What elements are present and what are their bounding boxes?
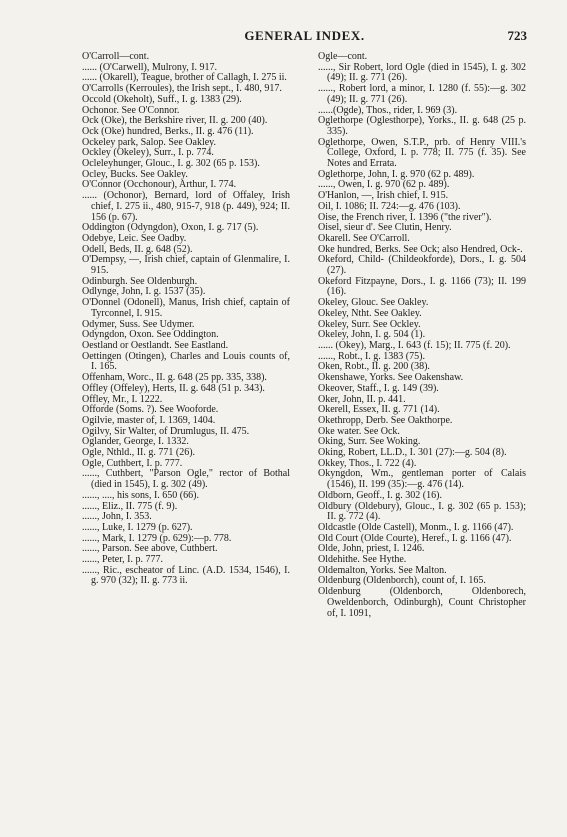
index-entry: Oise, the French river, I. 1396 ("the river").: [318, 211, 492, 223]
index-entry: Okarell. See O'Carroll.: [318, 232, 410, 244]
index-entry: Oldenburg (Oldenborch, Oldenborech, Oweldenborch, Odinburgh), Count Christopher of, I. 1091,: [318, 586, 526, 619]
index-entry: Oken, Robt., II. g. 200 (38).: [318, 361, 430, 373]
index-entry: O'Carrolls (Kerroules), the Irish sept., I. 480, 917.: [82, 83, 282, 95]
index-entry: O'Carroll—cont.: [82, 51, 150, 62]
index-entry: Oldehithe. See Hythe.: [318, 554, 407, 566]
index-entry: ...... (O'Carwell), Mulrony, I. 917.: [82, 61, 218, 73]
index-entry: ...... (Okarell), Teague, brother of Callagh, I. 275 ii.: [82, 72, 287, 84]
index-entry: Olde, John, priest, I. 1246.: [318, 543, 425, 555]
index-entry: Odell, Beds, II. g. 648 (52).: [82, 243, 193, 255]
index-entry: Oestland or Oestlandt. See Eastland.: [82, 339, 229, 351]
index-entry: Oke water. See Ock.: [318, 425, 400, 437]
index-column-left: [82, 52, 290, 587]
index-entry: Okeford Fitzpayne, Dors., I. g. 1166 (73); II. 199 (16).: [318, 275, 526, 298]
index-entry: Ogle, Cuthbert, I. p. 777.: [82, 457, 183, 469]
index-entry: Ogilvie, master of, I. 1369, 1404.: [82, 414, 216, 426]
index-entry: Okethropp, Derb. See Oakthorpe.: [318, 414, 453, 426]
index-entry: ......, Mark, I. 1279 (p. 629):—p. 778.: [82, 532, 232, 544]
index-column-right: [318, 52, 526, 619]
index-entry: Okeley, John, I. g. 504 (1).: [318, 329, 426, 341]
index-entry: ......, Luke, I. 1279 (p. 627).: [82, 521, 193, 533]
index-entry: Okenshawe, Yorks. See Oakenshaw.: [318, 372, 464, 384]
running-title: GENERAL INDEX.: [244, 28, 365, 43]
index-entry: Ock (Oke), the Berkshire river, II. g. 200 (40).: [82, 115, 268, 127]
index-entry: O'Hanlon, —, Irish chief, I. 915.: [318, 190, 449, 202]
index-entry: Oddington (Odyngdon), Oxon, I. g. 717 (5).: [82, 222, 259, 234]
index-entry: Ochonor. See O'Connor.: [82, 104, 180, 116]
page-header: [82, 28, 527, 44]
index-entry: Oglethorpe, John, I. g. 970 (62 p. 489).: [318, 168, 475, 180]
index-entry: Okeley, Surr. See Ockley.: [318, 318, 421, 330]
index-entry: Oettingen (Otingen), Charles and Louis counts of, I. 165.: [82, 350, 290, 373]
index-entry: Oking, Robert, LL.D., I. 301 (27):—g. 504 (8).: [318, 447, 507, 459]
index-entry: Ogle—cont.: [318, 51, 368, 62]
index-entry: ......, Sir Robert, lord Ogle (died in 1545), I. g. 302 (49); II. g. 771 (26).: [318, 61, 526, 84]
index-entry: ...... (Okey), Marg., I. 643 (f. 15); II. 775 (f. 20).: [318, 339, 511, 351]
index-entry: ......, Eliz., II. 775 (f. 9).: [82, 500, 178, 512]
index-entry: ......, Ric., escheator of Linc. (A.D. 1534, 1546), I. g. 970 (32); II. g. 773 ii.: [82, 564, 290, 587]
index-entry: ......, Owen, I. g. 970 (62 p. 489).: [318, 179, 450, 191]
index-entry: Ocleleyhunger, Glouc., I. g. 302 (65 p. 153).: [82, 158, 260, 170]
index-entry: Offorde (Soms. ?). See Wooforde.: [82, 404, 219, 416]
index-entry: Old Court (Olde Courte), Heref., I. g. 1166 (47).: [318, 532, 512, 544]
index-entry: Offenham, Worc., II. g. 648 (25 pp. 335, 338).: [82, 372, 267, 384]
index-entry: Oisel, sieur d'. See Clutin, Henry.: [318, 222, 452, 234]
index-entry: Okeover, Staff., I. g. 149 (39).: [318, 382, 439, 394]
index-entry: Oldemalton, Yorks. See Malton.: [318, 564, 447, 576]
index-entry: Oglethorpe (Oglesthorpe), Yorks., II. g. 648 (25 p. 335).: [318, 115, 526, 137]
index-entry: Odymer, Suss. See Udymer.: [82, 318, 195, 330]
index-entry: Okyngdon, Wm., gentleman porter of Calais (1546), II. 199 (35):—g. 476 (14).: [318, 468, 526, 491]
index-entry: Ocley, Bucks. See Oakley.: [82, 168, 188, 180]
index-entry: O'Donnel (Odonell), Manus, Irish chief, captain of Tyrconnel, I. 915.: [82, 297, 290, 319]
index-entry: Oldcastle (Olde Castell), Monm., I. g. 1166 (47).: [318, 521, 514, 533]
index-entry: Oglander, George, I. 1332.: [82, 436, 189, 448]
index-entry: ......, Robert lord, a minor, I. 1280 (f. 55):—g. 302 (49); II. g. 771 (26).: [318, 83, 526, 105]
index-entry: Oker, John, II. p. 441.: [318, 393, 406, 405]
index-entry: Ockeley park, Salop. See Oakley.: [82, 136, 217, 148]
index-entry: Ogle, Nthld., II. g. 771 (26).: [82, 447, 196, 459]
index-entry: Odlynge, John, I. g. 1537 (35).: [82, 286, 206, 298]
index-entry: Odebye, Leic. See Oadby.: [82, 232, 187, 244]
index-entry: Oil, I. 1086; II. 724:—g. 476 (103).: [318, 200, 461, 212]
index-entry: O'Connor (Occhonour), Arthur, I. 774.: [82, 179, 237, 191]
index-entry: Okeley, Glouc. See Oakley.: [318, 297, 429, 309]
index-entry: Oldbury (Oldebury), Glouc., I. g. 302 (65 p. 153); II. g. 772 (4).: [318, 500, 526, 523]
index-entry: ......, Cuthbert, "Parson Ogle," rector of Bothal (died in 1545), I. g. 302 (49).: [82, 468, 290, 491]
index-entry: Occold (Okeholt), Suff., I. g. 1383 (29).: [82, 93, 242, 105]
index-entry: ......, Peter, I. p. 777.: [82, 554, 163, 566]
index-entry: ......, Parson. See above, Cuthbert.: [82, 543, 218, 555]
index-entry: Oking, Surr. See Woking.: [318, 436, 421, 448]
index-entry: ......, Robt., I. g. 1383 (75).: [318, 350, 425, 362]
index-entry: Ock (Oke) hundred, Berks., II. g. 476 (11).: [82, 125, 254, 137]
index-entry: ......, ...., his sons, I. 650 (66).: [82, 489, 199, 501]
index-entry: Oke hundred, Berks. See Ock; also Hendred, Ock-.: [318, 243, 523, 255]
index-entry: ......(Ogde), Thos., rider, I. 969 (3).: [318, 104, 458, 116]
index-entry: Oldenburg (Oldenborch), count of, I. 165.: [318, 575, 486, 587]
index-entry: ......, John, I. 353.: [82, 511, 152, 523]
index-entry: Oglethorpe, Owen, S.T.P., prb. of Henry VIII.'s College, Oxford, I. p. 778; II. 775 (f. 35). See Notes and Errata.: [318, 136, 526, 170]
index-entry: Okeley, Ntht. See Oakley.: [318, 307, 422, 319]
index-entry: Okkey, Thos., I. 722 (4).: [318, 457, 417, 469]
index-entry: Offley, Mr., I. 1222.: [82, 393, 163, 405]
page-number: 723: [507, 28, 527, 43]
index-entry: Odyngdon, Oxon. See Oddington.: [82, 329, 219, 341]
index-entry: Okeford, Child- (Childeokforde), Dors., I. g. 504 (27).: [318, 254, 526, 277]
index-entry: O'Dempsy, —, Irish chief, captain of Glenmalire, I. 915.: [82, 254, 290, 277]
index-entry: Oldborn, Geoff., I. g. 302 (16).: [318, 489, 442, 501]
index-entry: Offley (Offeley), Herts, II. g. 648 (51 p. 343).: [82, 382, 265, 394]
index-entry: ...... (Ochonor), Bernard, lord of Offaley, Irish chief, I. 275 ii., 480, 915-7, 918 (p. 449), 924; II. 156 (p. 67).: [82, 190, 290, 223]
index-entry: Ogilvy, Sir Walter, of Drumlugus, II. 475.: [82, 425, 250, 437]
index-entry: Okerell, Essex, II. g. 771 (14).: [318, 404, 440, 416]
index-entry: Odinburgh. See Oldenburgh.: [82, 275, 198, 287]
index-entry: Ockley (Okeley), Surr., I. p. 774.: [82, 147, 214, 159]
